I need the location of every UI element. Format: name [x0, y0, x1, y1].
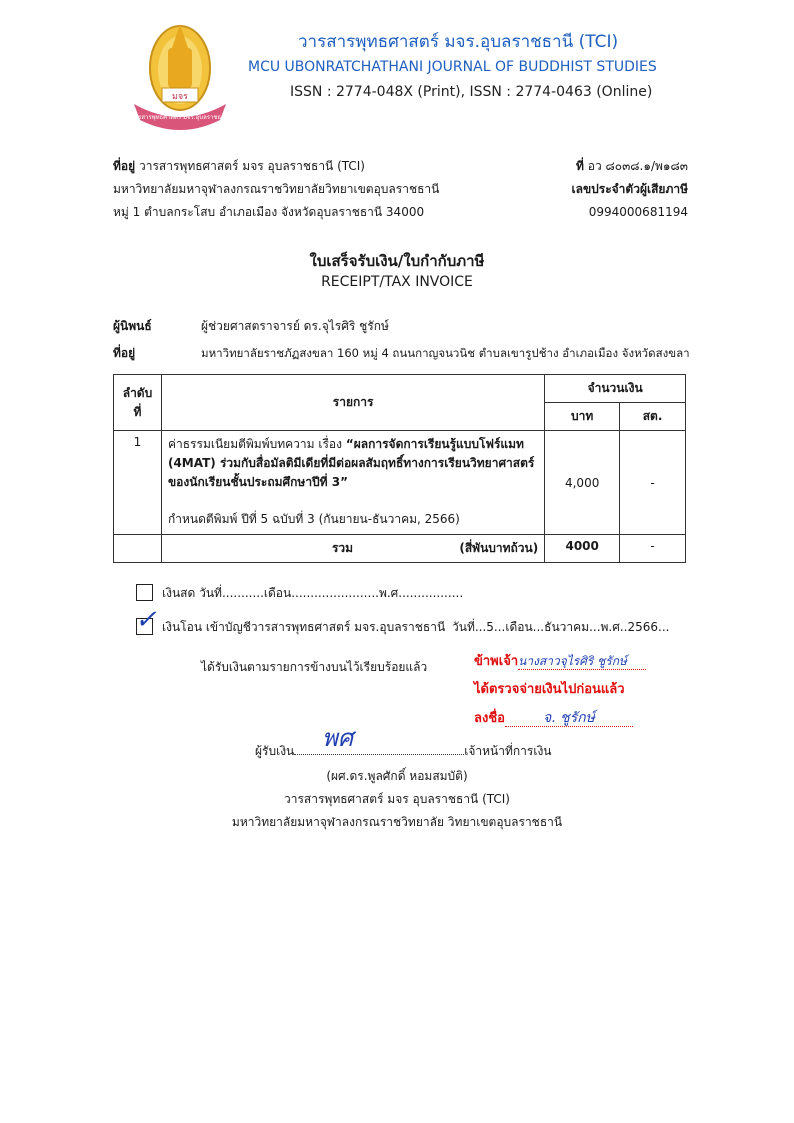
- signer-name: (ผศ.ดร.พูลศักดิ์ หอมสมบัติ): [326, 769, 468, 783]
- journal-issn: ISSN : 2774-048X (Print), ISSN : 2774-0463 (Online): [290, 84, 653, 100]
- row-baht: 4,000: [545, 431, 620, 535]
- issuer-address-value: วารสารพุทธศาสตร์ มจร อุบลราชธานี (TCI): [138, 159, 365, 173]
- author-address: มหาวิทยาลัยราชภัฏสงขลา 160 หมู่ 4 ถนนกาญจนวนิช ตำบลเขารูปช้าง อำเภอเมือง จังหวัดสงขลา: [201, 346, 690, 360]
- col-header-item: รายการ: [161, 375, 544, 431]
- row-fee-label: ค่าธรรมเนียมตีพิมพ์บทความ เรื่อง: [167, 437, 342, 451]
- transfer-date: วันที่...5...เดือน...ธันวาคม...พ.ศ..2566...: [452, 620, 670, 634]
- logo-text: มจร: [171, 92, 189, 102]
- col-header-no: ลำดับที่: [114, 375, 162, 431]
- reference-value: อว ๘๐๓๘.๑/พ๑๘๓: [587, 159, 688, 173]
- receiver-label: ผู้รับเงิน: [255, 744, 295, 758]
- author-name: ผู้ช่วยศาสตราจารย์ ดร.จุไรศิริ ชูรักษ์: [201, 319, 389, 333]
- stamp-sign-handwriting: จ. ชูรักษ์: [505, 710, 633, 727]
- document-title-th: ใบเสร็จรับเงิน/ใบกำกับภาษี: [309, 252, 485, 270]
- cash-checkbox[interactable]: [136, 584, 153, 601]
- journal-title-en: MCU UBONRATCHATHANI JOURNAL OF BUDDHIST STUDIES: [248, 59, 657, 75]
- signer-org1: วารสารพุทธศาสตร์ มจร อุบลราชธานี (TCI): [283, 792, 510, 806]
- stamp-name-handwriting: นางสาวจุไรศิริ ชูรักษ์: [518, 653, 646, 670]
- stamp-line3: [474, 710, 633, 727]
- stamp-checked: ได้ตรวจจ่ายเงินไปก่อนแล้ว: [474, 682, 625, 697]
- tax-id-value: 0994000681194: [588, 205, 688, 219]
- signature-dotted-line: [294, 744, 464, 755]
- author-label: ผู้นิพนธ์: [113, 319, 152, 333]
- received-statement: ได้รับเงินตามรายการข้างบนไว้เรียบร้อยแล้ว: [201, 660, 428, 674]
- col-header-baht: บาท: [545, 403, 620, 431]
- stamp-line1: [474, 653, 646, 670]
- signer-org2: มหาวิทยาลัยมหาจุฬาลงกรณราชวิทยาลัย วิทยาเขตอุบลราชธานี: [231, 815, 563, 829]
- issuer-address-label: ที่อยู่: [113, 159, 136, 173]
- total-row: [114, 535, 686, 563]
- issuer-address-line1: [113, 158, 365, 174]
- row-schedule: กำหนดตีพิมพ์ ปีที่ 5 ฉบับที่ 3 (กันยายน-ธันวาคม, 2566): [167, 512, 460, 526]
- col-header-satang: สต.: [620, 403, 686, 431]
- total-satang: -: [620, 535, 686, 563]
- reference-label: ที่: [575, 159, 584, 173]
- issuer-address-line2: มหาวิทยาลัยมหาจุฬาลงกรณราชวิทยาลัยวิทยาเขตอุบลราชธานี: [113, 182, 440, 196]
- document-title-en: RECEIPT/TAX INVOICE: [321, 274, 473, 290]
- reference-number: [576, 158, 688, 174]
- author-address-label: ที่อยู่: [113, 346, 136, 360]
- cash-label: เงินสด วันที่...........เดือน.......................พ.ศ.................: [162, 586, 464, 600]
- officer-label: เจ้าหน้าที่การเงิน: [464, 744, 552, 758]
- row-satang: -: [620, 431, 686, 535]
- receiver-signature: พศ: [322, 724, 354, 752]
- total-label: รวม: [331, 541, 354, 555]
- issuer-address-line3: หมู่ 1 ตำบลกระโสบ อำเภอเมือง จังหวัดอุบลราชธานี 34000: [113, 205, 425, 219]
- table-row: [114, 431, 686, 535]
- journal-title-th: วารสารพุทธศาสตร์ มจร.อุบลราชธานี (TCI): [298, 32, 619, 52]
- row-no: 1: [114, 431, 162, 535]
- check-mark-icon: ✓: [135, 605, 157, 635]
- row-item: [161, 431, 544, 535]
- total-baht: 4000: [545, 535, 620, 563]
- journal-logo: [128, 18, 232, 130]
- logo-ribbon: วารสารพุทธศาสตร์ มจร.อุบลราชธานี: [131, 114, 229, 121]
- stamp-me-label: ข้าพเจ้า: [474, 654, 519, 669]
- transfer-label: เงินโอน เข้าบัญชีวารสารพุทธศาสตร์ มจร.อุบลราชธานี: [162, 620, 446, 634]
- stamp-sign-label: ลงชื่อ: [474, 711, 505, 726]
- tax-id-label: เลขประจำตัวผู้เสียภาษี: [571, 182, 688, 196]
- total-words: (สี่พันบาทถ้วน): [459, 541, 539, 555]
- items-table: [113, 374, 686, 563]
- receiver-line: [255, 743, 552, 759]
- row-article-title: “ผลการจัดการเรียนรู้แบบโฟร์แมท (4MAT) ร่วมกับสื่อมัลติมีเดียที่มีต่อผลสัมฤทธิ์ทางการเรียนวิทยาศาสตร์ของนักเรียนชั้นประถมศึกษาปีที่ 3”: [167, 437, 535, 489]
- total-cell: [161, 535, 544, 563]
- col-header-amount: จำนวนเงิน: [545, 375, 686, 403]
